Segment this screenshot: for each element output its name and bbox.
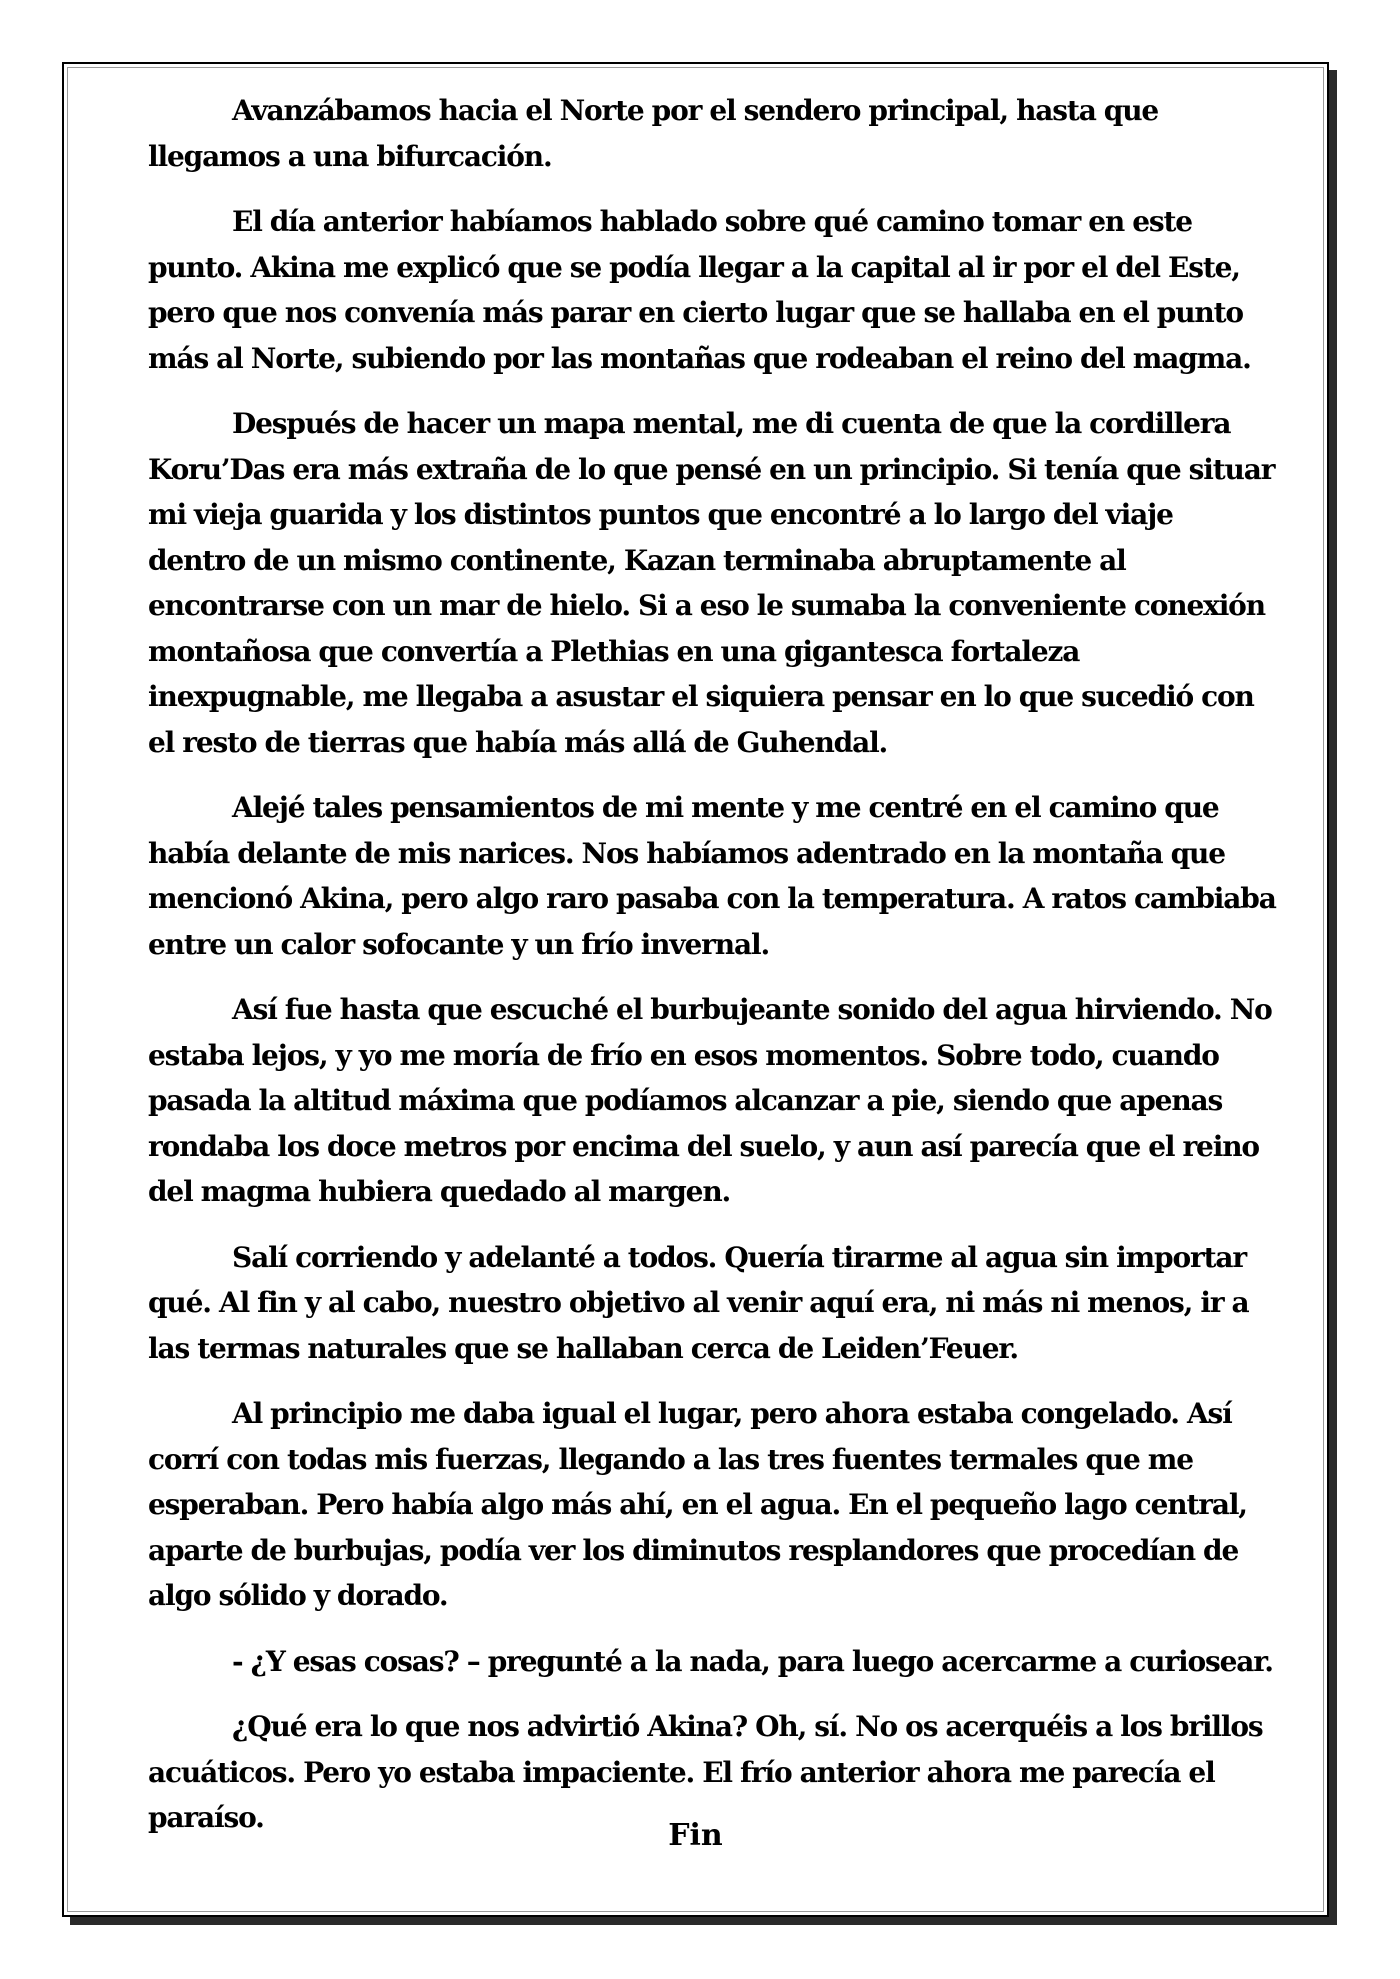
story-text [148, 88, 1277, 1861]
paragraph-8-dialog: - ¿Y esas cosas? – pregunté a la nada, para luego acercarme a curiosear. [232, 1644, 1273, 1678]
paragraph-4: Alejé tales pensamientos de mi mente y me centré en el camino que había delante de mis narices. Nos habíamos adentrado en la montaña que mencionó Akina, pero algo raro pasaba con la temperatura. A ratos cambiaba entre un calor sofocante y un frío invernal. [148, 791, 1276, 961]
paragraph-7: Al principio me daba igual el lugar, pero ahora estaba congelado. Así corrí con todas mis fuerzas, llegando a las tres fuentes termales que me esperaban. Pero había algo más ahí, en el agua. En el pequeño lago central, aparte de burbujas, podía ver los diminutos resplandores que procedían de algo sólido y dorado. [148, 1397, 1247, 1612]
paragraph-3: Después de hacer un mapa mental, me di cuenta de que la cordillera Koru’Das era más extraña de lo que pensé en un principio. Si tenía que situar mi vieja guarida y los distintos puntos que encontré a lo largo del viaje dentro de un mismo continente, Kazan terminaba abruptamente al encontrarse con un mar de hielo. Si a eso le sumaba la conveniente conexión montañosa que convertía a Plethias en una gigantesca fortaleza inexpugnable, me llegaba a asustar el siquiera pensar en lo que sucedió con el resto de tierras que había más allá de Guhendal. [148, 407, 1275, 759]
paragraph-5: Así fue hasta que escuché el burbujeante sonido del agua hirviendo. No estaba lejos, y yo me moría de frío en esos momentos. Sobre todo, cuando pasada la altitud máxima que podíamos alcanzar a pie, siendo que apenas rondaba los doce metros por encima del suelo, y aun así parecía que el reino del magma hubiera quedado al margen. [148, 993, 1272, 1208]
paragraph-2: El día anterior habíamos hablado sobre qué camino tomar en este punto. Akina me explicó que se podía llegar a la capital al ir por el del Este, pero que nos convenía más parar en cierto lugar que se hallaba en el punto más al Norte, subiendo por las montañas que rodeaban el reino del magma. [148, 205, 1251, 375]
closing-fin: Fin [668, 1818, 723, 1853]
paragraph-6: Salí corriendo y adelanté a todos. Quería tirarme al agua sin importar qué. Al fin y al cabo, nuestro objetivo al venir aquí era, ni más ni menos, ir a las termas naturales que se hallaban cerca de Leiden’Feuer. [148, 1240, 1249, 1365]
page-frame [62, 62, 1329, 1917]
paragraph-1: Avanzábamos hacia el Norte por el sendero principal, hasta que llegamos a una bifurcación. [148, 94, 1159, 173]
paragraph-9: ¿Qué era lo que nos advirtió Akina? Oh, sí. No os acerquéis a los brillos acuáticos. Pero yo estaba impaciente. El frío anterior ahora me parecía el paraíso. [148, 1710, 1263, 1834]
